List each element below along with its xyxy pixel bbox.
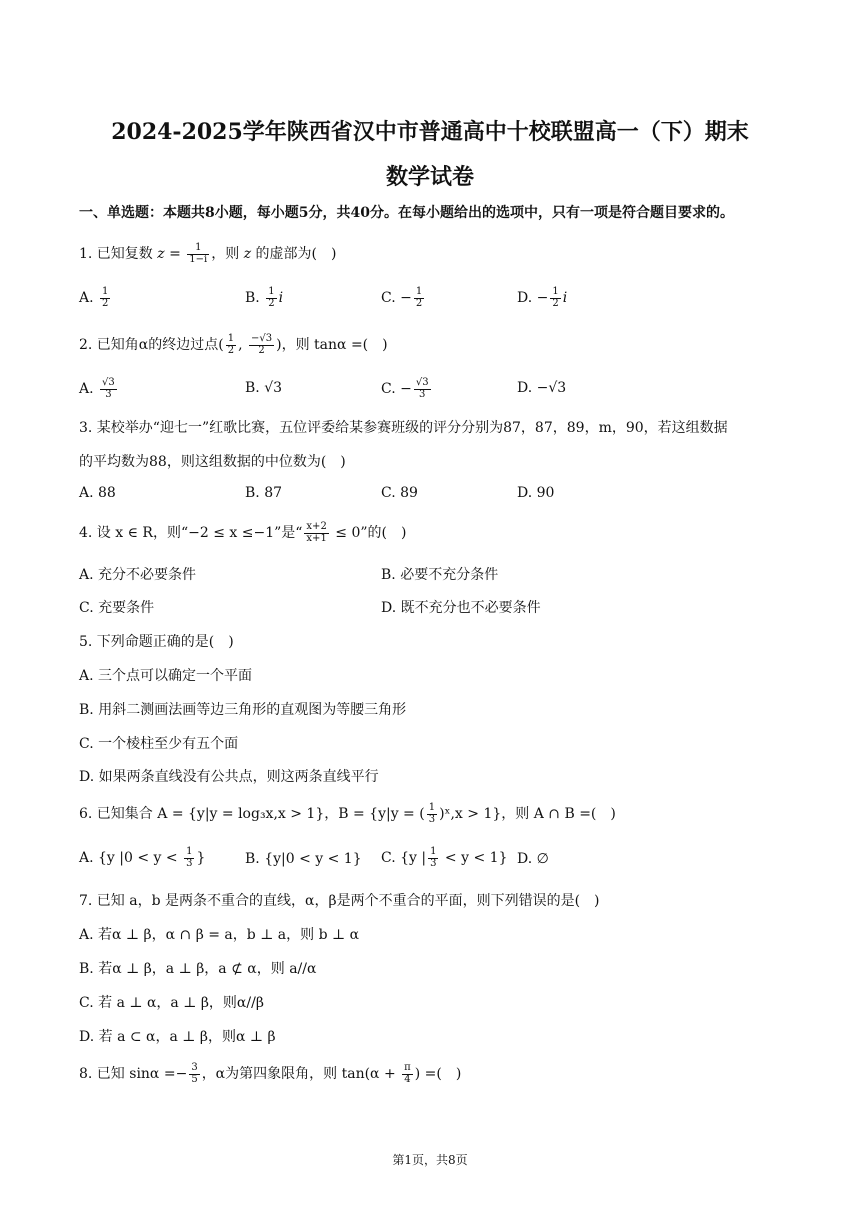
question-8-stem: 8. 已知 sinα =− $\frac{3}{5}$ ，α为第四象限角，则 tan(α + $\frac{\pi}{4}$ ) =( )	[79, 1062, 462, 1085]
question-7-stem: 7. 已知 a，b 是两条不重合的直线，α，β是两个不重合的平面，则下列错误的是( )	[79, 893, 600, 909]
question-6-option-c[interactable]: C. {y | $\frac{1}{3}$ < y < 1}	[381, 846, 508, 869]
question-5-option-d[interactable]: D. 如果两条直线没有公共点，则这两条直线平行	[79, 769, 379, 785]
question-4-option-a[interactable]: A. 充分不必要条件	[79, 567, 197, 583]
exam-title: 2024-2025学年陕西省汉中市普通高中十校联盟高一（下）期末	[111, 119, 749, 145]
section-heading-single-choice: 一、单选题：本题共8小题，每小题5分，共40分。在每小题给出的选项中，只有一项是符合题目要求的。	[79, 205, 734, 221]
question-1-stem: 1. 已知复数 z = $\frac{1}{1-i}$ ，则 z 的虚部为( )	[79, 242, 337, 265]
question-1-option-a[interactable]: A. $\frac{1}{2}$	[79, 286, 109, 309]
question-6-option-a[interactable]: A. {y |0 < y < $\frac{1}{3}$ }	[79, 846, 206, 869]
question-3-option-a[interactable]: A. 88	[79, 485, 116, 501]
page-footer: 第1页，共8页	[392, 1153, 468, 1167]
question-4-stem: 4. 设 x ∈ R，则“−2 ≤ x ≤−1”是“ $\frac{x+2}{x+1}$ ≤ 0”的( )	[79, 521, 407, 544]
question-4-option-d[interactable]: D. 既不充分也不必要条件	[381, 600, 541, 616]
question-3-stem-line-2: 的平均数为88，则这组数据的中位数为( )	[79, 454, 346, 470]
question-1-option-d[interactable]: D. − $\frac{1}{2}$ i	[517, 286, 568, 309]
question-6-stem: 6. 已知集合 A = {y|y = log₃x,x > 1}，B = {y|y = ( $\frac{1}{3}$ )ˣ,x > 1}，则 A ∩ B =( )	[79, 802, 616, 825]
question-2-stem: 2. 已知角α的终边过点( $\frac{1}{2}$ , $\frac{-√3}{2}$ )，则 tanα =( )	[79, 333, 388, 356]
question-5-option-c[interactable]: C. 一个棱柱至少有五个面	[79, 736, 239, 752]
question-2-option-a[interactable]: A. $\frac{√3}{3}$	[79, 377, 115, 400]
question-1-option-b[interactable]: B. $\frac{1}{2}$ i	[245, 286, 284, 309]
question-6-option-b[interactable]: B. {y|0 < y < 1}	[245, 851, 362, 867]
exam-subtitle: 数学试卷	[385, 164, 474, 190]
question-5-stem: 5. 下列命题正确的是( )	[79, 634, 234, 650]
question-3-option-c[interactable]: C. 89	[381, 485, 418, 501]
question-2-option-b[interactable]: B. √3	[245, 380, 283, 396]
fraction: $\frac{1}{1-i}$	[189, 242, 208, 265]
question-7-option-a[interactable]: A. 若α ⊥ β，α ∩ β = a，b ⊥ a，则 b ⊥ α	[79, 927, 360, 943]
question-7-option-c[interactable]: C. 若 a ⊥ α，a ⊥ β，则α//β	[79, 995, 264, 1011]
question-4-option-b[interactable]: B. 必要不充分条件	[381, 567, 499, 583]
question-7-option-d[interactable]: D. 若 a ⊂ α，a ⊥ β，则α ⊥ β	[79, 1029, 276, 1045]
question-2-option-c[interactable]: C. − $\frac{√3}{3}$	[381, 377, 429, 400]
question-6-option-d[interactable]: D. ∅	[517, 851, 549, 867]
question-4-option-c[interactable]: C. 充要条件	[79, 600, 155, 616]
question-2-option-d[interactable]: D. −√3	[517, 380, 567, 396]
question-3-stem-line-1: 3. 某校举办“迎七一”红歌比赛，五位评委给某参赛班级的评分分别为87，87，89，m，90，若这组数据	[79, 420, 728, 436]
question-7-option-b[interactable]: B. 若α ⊥ β，a ⊥ β，a ⊄ α，则 a//α	[79, 961, 317, 977]
question-1-option-c[interactable]: C. − $\frac{1}{2}$	[381, 286, 423, 309]
question-5-option-a[interactable]: A. 三个点可以确定一个平面	[79, 668, 253, 684]
question-5-option-b[interactable]: B. 用斜二测画法画等边三角形的直观图为等腰三角形	[79, 702, 407, 718]
question-3-option-d[interactable]: D. 90	[517, 485, 555, 501]
question-3-option-b[interactable]: B. 87	[245, 485, 283, 501]
